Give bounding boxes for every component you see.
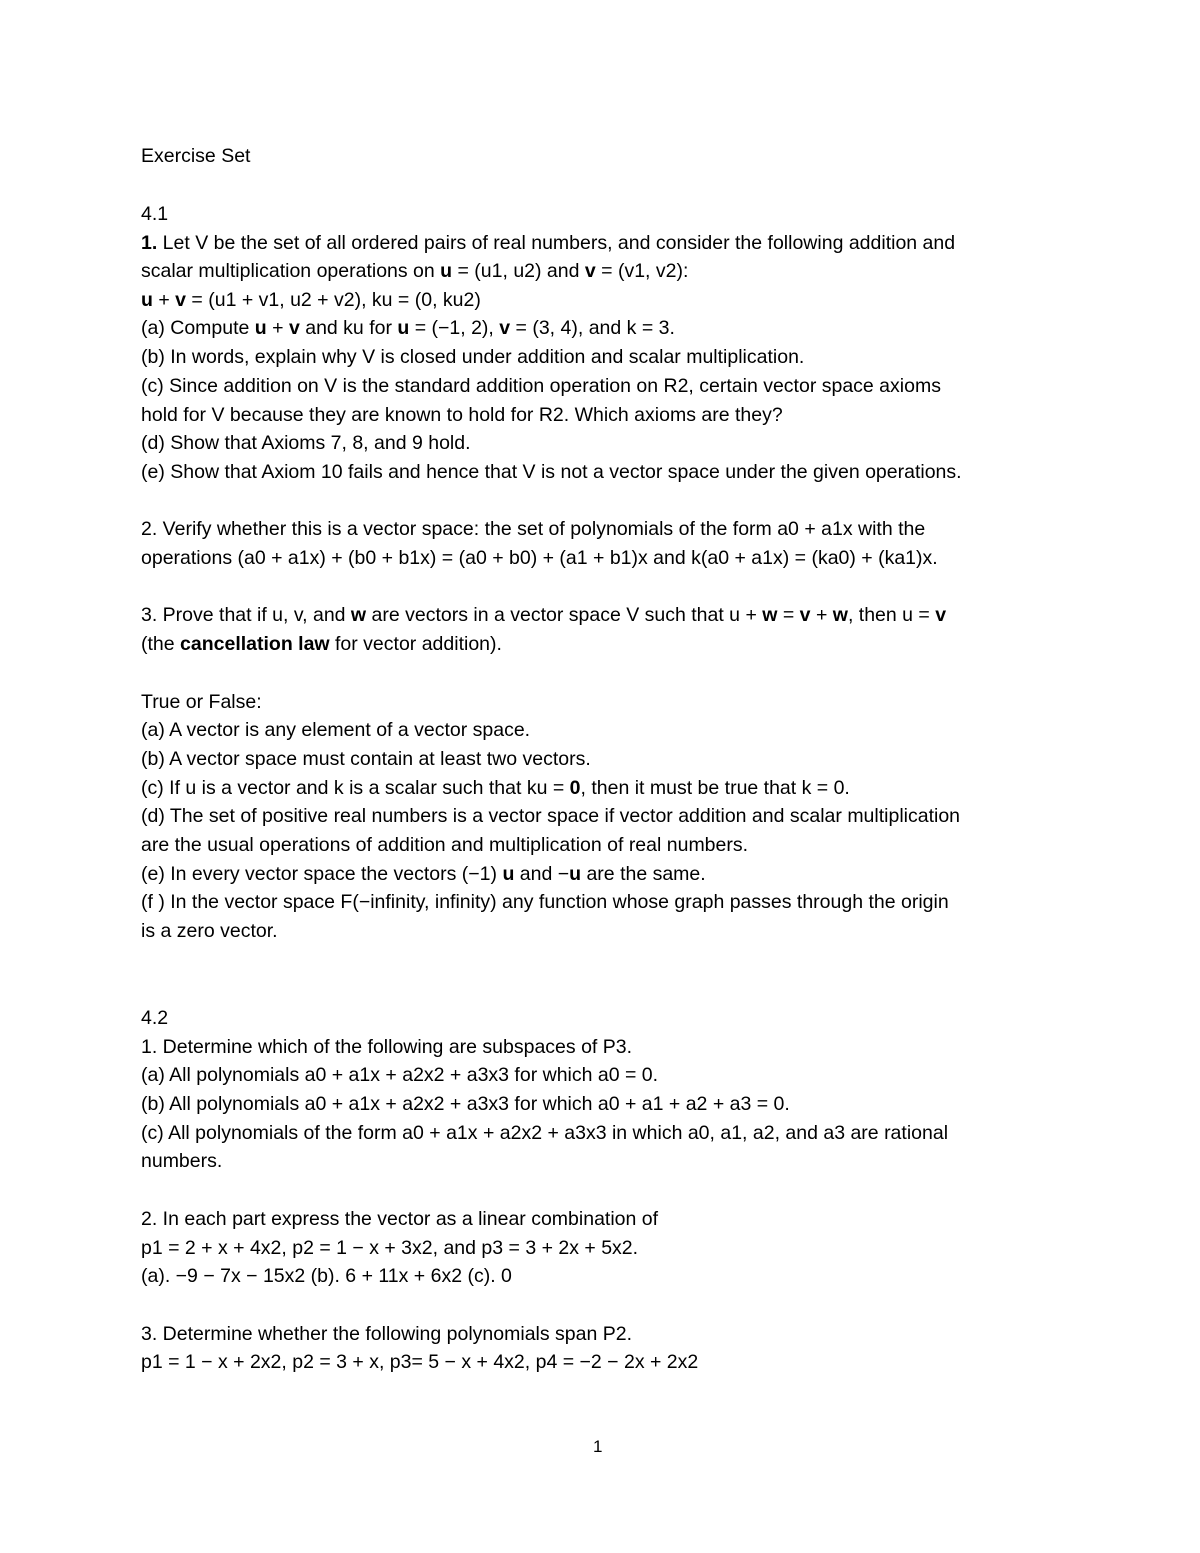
vector-v: v [175, 289, 187, 311]
text-span: and − [514, 863, 570, 885]
vector-w: w [762, 604, 778, 626]
exercise-1-line-1 [141, 231, 955, 255]
cancellation-law-term: cancellation law [180, 633, 330, 655]
vector-u: u [397, 317, 410, 339]
true-false-f-line-2: is a zero vector. [141, 920, 278, 942]
vector-u: u [569, 863, 582, 885]
true-false-b: (b) A vector space must contain at least two vectors. [141, 748, 591, 770]
text-span: , then it must be true that k = 0. [580, 777, 850, 799]
text-span: , then u = [847, 604, 936, 626]
vector-u: u [502, 863, 515, 885]
vector-v: v [499, 317, 511, 339]
s42-exercise-1-part-c-line-1: (c) All polynomials of the form a0 + a1x + a2x2 + a3x3 in which a0, a1, a2, and a3 are rational [141, 1122, 949, 1144]
vector-w: w [832, 604, 848, 626]
s42-exercise-1-part-a: (a) All polynomials a0 + a1x + a2x2 + a3x3 for which a0 = 0. [141, 1064, 659, 1086]
vector-v: v [799, 604, 811, 626]
exercise-1-part-d: (d) Show that Axioms 7, 8, and 9 hold. [141, 432, 471, 454]
zero-vector: 0 [569, 777, 581, 799]
exercise-number: 1. [141, 232, 158, 254]
exercise-1-part-c-line-1: (c) Since addition on V is the standard addition operation on R2, certain vector space axioms [141, 375, 941, 397]
vector-v: v [288, 317, 300, 339]
text-span: and ku for [299, 317, 398, 339]
text-span: Let V be the set of all ordered pairs of real numbers, and consider the following addition and [157, 232, 956, 254]
true-false-e [141, 862, 706, 886]
document-title: Exercise Set [141, 145, 251, 167]
exercise-2-line-1: 2. Verify whether this is a vector space: the set of polynomials of the form a0 + a1x with the [141, 518, 926, 540]
text-span: + [266, 317, 289, 339]
text-span: = (u1, u2) and [452, 260, 585, 282]
exercise-1-part-b: (b) In words, explain why V is closed under addition and scalar multiplication. [141, 346, 805, 368]
text-span: scalar multiplication operations on [141, 260, 441, 282]
s42-exercise-1-part-c-line-2: numbers. [141, 1150, 223, 1172]
text-span: (the [141, 633, 181, 655]
vector-v: v [935, 604, 947, 626]
text-span: for vector addition). [329, 633, 502, 655]
exercise-1-line-3 [141, 288, 481, 312]
text-span: = (−1, 2), [409, 317, 500, 339]
text-span: = (v1, v2): [595, 260, 689, 282]
true-false-f-line-1: (f ) In the vector space F(−infinity, infinity) any function whose graph passes through the origin [141, 891, 949, 913]
exercise-1-part-c-line-2: hold for V because they are known to hold for R2. Which axioms are they? [141, 404, 783, 426]
section-heading-4-2: 4.2 [141, 1007, 169, 1029]
true-false-c [141, 776, 850, 800]
text-span: + [152, 289, 176, 311]
text-span: are vectors in a vector space V such that u + [366, 604, 763, 626]
exercise-3-line-1 [141, 603, 946, 627]
text-span: = [777, 604, 800, 626]
exercise-2-line-2: operations (a0 + a1x) + (b0 + b1x) = (a0 + b0) + (a1 + b1)x and k(a0 + a1x) = (ka0) + (ka1)x. [141, 547, 938, 569]
text-span: (c) If u is a vector and k is a scalar such that ku = [141, 777, 570, 799]
s42-exercise-2-line-1: 2. In each part express the vector as a linear combination of [141, 1208, 659, 1230]
exercise-1-part-e: (e) Show that Axiom 10 fails and hence that V is not a vector space under the given operations. [141, 461, 962, 483]
s42-exercise-3-line-1: 3. Determine whether the following polynomials span P2. [141, 1323, 633, 1345]
s42-exercise-2-line-3: (a). −9 − 7x − 15x2 (b). 6 + 11x + 6x2 (c). 0 [141, 1265, 512, 1287]
s42-exercise-1-part-b: (b) All polynomials a0 + a1x + a2x2 + a3x3 for which a0 + a1 + a2 + a3 = 0. [141, 1093, 790, 1115]
exercise-3-line-2 [141, 632, 502, 656]
text-span: + [810, 604, 833, 626]
vector-u: u [254, 317, 267, 339]
vector-v: v [584, 260, 596, 282]
text-span: are the same. [581, 863, 706, 885]
text-span: 3. Prove that if u, v, and [141, 604, 351, 626]
s42-exercise-2-line-2: p1 = 2 + x + 4x2, p2 = 1 − x + 3x2, and p3 = 3 + 2x + 5x2. [141, 1237, 639, 1259]
exercise-1-line-2 [141, 259, 688, 283]
vector-u: u [440, 260, 453, 282]
true-false-heading: True or False: [141, 691, 262, 713]
exercise-1-part-a [141, 316, 675, 340]
text-span: (a) Compute [141, 317, 255, 339]
s42-exercise-3-line-2: p1 = 1 − x + 2x2, p2 = 3 + x, p3= 5 − x + 4x2, p4 = −2 − 2x + 2x2 [141, 1351, 699, 1373]
true-false-d-line-1: (d) The set of positive real numbers is a vector space if vector addition and scalar multiplication [141, 805, 961, 827]
true-false-a: (a) A vector is any element of a vector space. [141, 719, 531, 741]
true-false-d-line-2: are the usual operations of addition and multiplication of real numbers. [141, 834, 749, 856]
vector-u: u [141, 289, 153, 311]
page-number: 1 [593, 1437, 603, 1456]
vector-w: w [350, 604, 367, 626]
text-span: = (3, 4), and k = 3. [510, 317, 675, 339]
s42-exercise-1: 1. Determine which of the following are subspaces of P3. [141, 1036, 633, 1058]
section-heading-4-1: 4.1 [141, 203, 169, 225]
text-span: = (u1 + v1, u2 + v2), ku = (0, ku2) [186, 289, 481, 311]
text-span: (e) In every vector space the vectors (−1) [141, 863, 503, 885]
